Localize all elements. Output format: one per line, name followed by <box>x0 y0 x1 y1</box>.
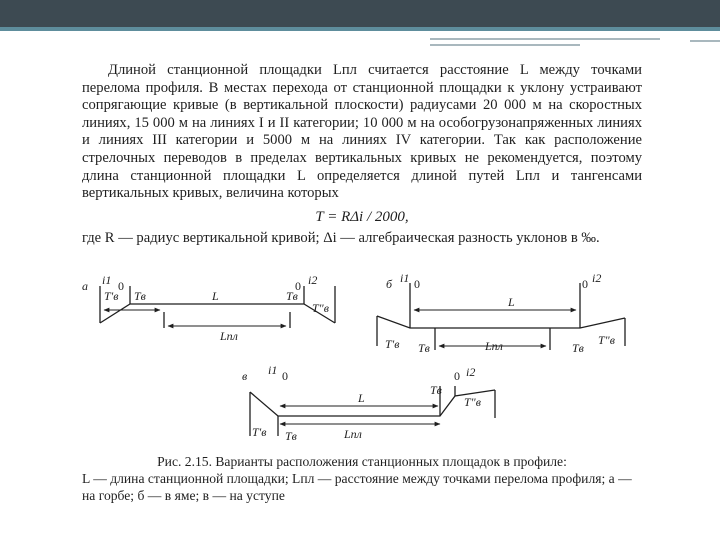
label-tv: T"в <box>312 301 329 315</box>
slide-accent-bar <box>0 27 720 31</box>
label-i2: i2 <box>308 273 318 287</box>
label-tv: Tв <box>572 341 584 355</box>
label-tv: T'в <box>385 337 400 351</box>
label-zero: 0 <box>454 369 460 383</box>
label-zero: 0 <box>118 279 124 293</box>
caption-title: Рис. 2.15. Варианты расположения станционных площадок в профиле: <box>157 454 567 469</box>
slide-content <box>82 62 642 247</box>
label-tv: T"в <box>598 333 615 347</box>
label-tv: Tв <box>286 289 298 303</box>
label-tv: Tв <box>134 289 146 303</box>
panel-label-a: а <box>82 279 88 293</box>
label-tv: Tв <box>430 383 442 397</box>
figure-caption <box>82 454 642 504</box>
panel-label-b: б <box>386 277 393 291</box>
label-Lpl: Lпл <box>220 329 238 343</box>
formula: T = RΔi / 2000, <box>315 208 409 225</box>
decorative-line <box>430 38 660 40</box>
label-Lpl: Lпл <box>344 427 362 441</box>
label-tv: T'в <box>252 425 267 439</box>
panel-label-v: в <box>242 369 248 383</box>
caption-legend: L — длина станционной площадки; Lпл — расстояние между точками перелома профиля; а — на горбе; б — в яме; в — на уступе <box>82 470 632 503</box>
label-L: L <box>358 391 365 405</box>
decorative-line <box>430 44 580 46</box>
label-tv: T'в <box>104 289 119 303</box>
profile-line-v <box>250 390 495 416</box>
slide-top-bar <box>0 0 720 27</box>
label-tv: Tв <box>285 429 297 443</box>
label-i2: i2 <box>466 365 476 379</box>
label-L: L <box>508 295 515 309</box>
label-i1: i1 <box>268 363 278 377</box>
label-i1: i1 <box>102 273 112 287</box>
label-L: L <box>212 289 219 303</box>
decorative-line <box>690 40 720 42</box>
label-zero: 0 <box>295 279 301 293</box>
profile-figure <box>80 268 640 453</box>
label-i2: i2 <box>592 271 602 285</box>
label-Lpl: Lпл <box>485 339 503 353</box>
label-zero: 0 <box>582 277 588 291</box>
label-i1: i1 <box>400 271 410 285</box>
label-zero: 0 <box>414 277 420 291</box>
profile-line-a <box>100 304 335 323</box>
main-paragraph: Длиной станционной площадки Lпл считается расстояние L между точками перелома профиля. В местах перехода от станционной площадки к уклону устраивают сопрягающие кривые (в вертикальной плоскости) радиусами 20 000 м на скоростных линиях, 15 000 м на линиях I и II категории; 10 000 м на особогрузонапряженных линиях и линиях III категории и 5000 м на линиях IV категории. Так как расположение стрелочных переводов в пределах вертикальных кривых не рекомендуется, поэтому длина станционной площадки L определяется длиной путей Lпл и тангенсами вертикальных кривых, величина которых <box>82 62 642 202</box>
formula-explanation: где R — радиус вертикальной кривой; Δi — алгебраическая разность уклонов в ‰. <box>82 229 600 246</box>
label-tv: T"в <box>464 395 481 409</box>
profile-line-b <box>377 316 625 328</box>
label-zero: 0 <box>282 369 288 383</box>
label-tv: Tв <box>418 341 430 355</box>
